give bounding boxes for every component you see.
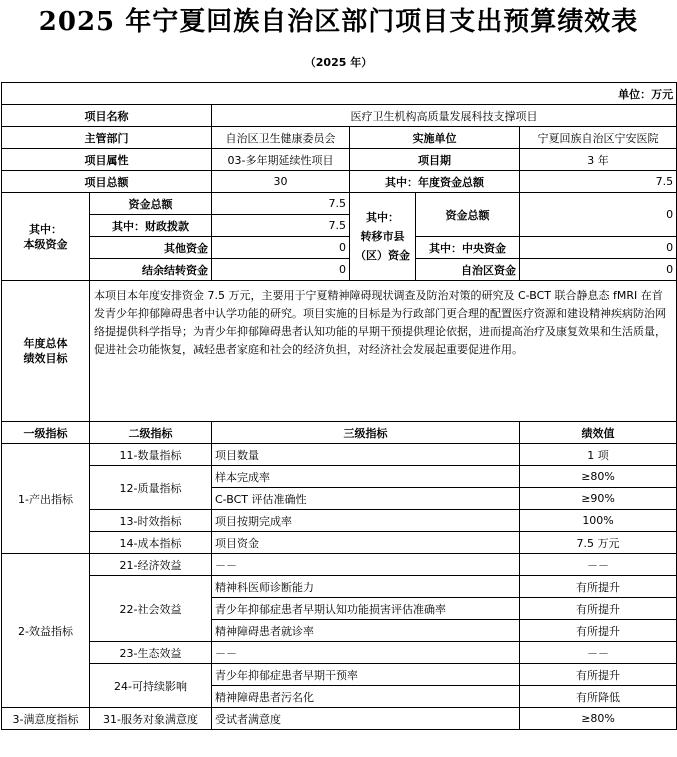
level3-name: C-BCT 评估准确性 xyxy=(212,488,520,510)
indicator-value: 100% xyxy=(520,510,677,532)
transfer-total-value: 0 xyxy=(520,193,677,237)
other-fund-value: 0 xyxy=(212,237,350,259)
level3-name: 受试者满意度 xyxy=(212,708,520,730)
indicator-row xyxy=(2,554,677,576)
level2-quantity: 11-数量指标 xyxy=(90,444,212,466)
unit-row xyxy=(2,83,677,105)
attr-label: 项目属性 xyxy=(2,149,212,171)
level2-economic: 21-经济效益 xyxy=(90,554,212,576)
indicator-value: 1 项 xyxy=(520,444,677,466)
fund-total-label: 资金总额 xyxy=(90,193,212,215)
carry-fund-value: 0 xyxy=(212,259,350,281)
indicator-value: －－ xyxy=(520,554,677,576)
page-title: 2025 年宁夏回族自治区部门项目支出预算绩效表 xyxy=(38,7,639,37)
project-name-row xyxy=(2,105,677,127)
indicator-row xyxy=(2,510,677,532)
level3-name: 青少年抑郁症患者早期认知功能损害评估准确率 xyxy=(212,598,520,620)
impl-label: 实施单位 xyxy=(350,127,520,149)
indicator-value: ≥80% xyxy=(520,466,677,488)
level2-quality: 12-质量指标 xyxy=(90,466,212,510)
project-name-label: 项目名称 xyxy=(2,105,212,127)
level1-satisfaction: 3-满意度指标 xyxy=(2,708,90,730)
indicator-row xyxy=(2,466,677,488)
level3-name: 精神科医师诊断能力 xyxy=(212,576,520,598)
indicator-value: ≥90% xyxy=(520,488,677,510)
total-value: 30 xyxy=(212,171,350,193)
level2-cost: 14-成本指标 xyxy=(90,532,212,554)
dept-row xyxy=(2,127,677,149)
budget-performance-table xyxy=(1,82,677,730)
total-row xyxy=(2,171,677,193)
year-label: （2025 年） xyxy=(304,56,373,69)
level1-effect: 2-效益指标 xyxy=(2,554,90,708)
fund-row-3 xyxy=(2,237,677,259)
fund-total-value: 7.5 xyxy=(212,193,350,215)
local-fund-label: 其中： 本级资金 xyxy=(2,193,90,281)
indicator-row xyxy=(2,444,677,466)
indicator-value: 有所降低 xyxy=(520,686,677,708)
header-level1: 一级指标 xyxy=(2,422,90,444)
indicator-header-row xyxy=(2,422,677,444)
fund-row-1 xyxy=(2,193,677,215)
carry-fund-label: 结余结转资金 xyxy=(90,259,212,281)
region-fund-value: 0 xyxy=(520,259,677,281)
indicator-row xyxy=(2,708,677,730)
indicator-row xyxy=(2,532,677,554)
level3-name: 项目按期完成率 xyxy=(212,510,520,532)
level3-name: －－ xyxy=(212,554,520,576)
fiscal-label: 其中：财政拨款 xyxy=(90,215,212,237)
header-level3: 三级指标 xyxy=(212,422,520,444)
impl-value: 宁夏回族自治区宁安医院 xyxy=(520,127,677,149)
period-label: 项目期 xyxy=(350,149,520,171)
dept-label: 主管部门 xyxy=(2,127,212,149)
level3-name: －－ xyxy=(212,642,520,664)
transfer-fund-label: 其中： 转移市县（区）资金 xyxy=(350,193,416,281)
level2-ecological: 23-生态效益 xyxy=(90,642,212,664)
indicator-value: 有所提升 xyxy=(520,664,677,686)
central-fund-label: 其中：中央资金 xyxy=(416,237,520,259)
level1-output: 1-产出指标 xyxy=(2,444,90,554)
level3-name: 精神障碍患者就诊率 xyxy=(212,620,520,642)
level3-name: 样本完成率 xyxy=(212,466,520,488)
goal-text: 本项目本年度安排资金 7.5 万元，主要用于宁夏精神障碍现状调查及防治对策的研究及 C-BCT 联合静息态 fMRI 在首发青少年抑郁障碍患者中认学功能的研究。项目实施的目标是为行政部门更合理的配置医疗资源和建设精神疾病防治网络提提供科学指导；为青少年抑郁障碍患者认知功能的早期干预提供理论依据，进而提高治疗及康复效果和生活质量，促进社会功能恢复，减轻患者家庭和社会的经济负担，对经济社会发展起重要促进作用。 xyxy=(90,281,677,422)
level2-timeliness: 13-时效指标 xyxy=(90,510,212,532)
attr-value: 03-多年期延续性项目 xyxy=(212,149,350,171)
unit-label: 单位：万元 xyxy=(2,83,677,105)
indicator-row xyxy=(2,642,677,664)
fiscal-value: 7.5 xyxy=(212,215,350,237)
indicator-value: 有所提升 xyxy=(520,620,677,642)
indicator-value: ≥80% xyxy=(520,708,677,730)
goal-label: 年度总体 绩效目标 xyxy=(2,281,90,422)
indicator-value: 7.5 万元 xyxy=(520,532,677,554)
header-level2: 二级指标 xyxy=(90,422,212,444)
level3-name: 项目资金 xyxy=(212,532,520,554)
goal-row xyxy=(2,281,677,422)
annual-label: 其中：年度资金总额 xyxy=(350,171,520,193)
period-value: 3 年 xyxy=(520,149,677,171)
dept-value: 自治区卫生健康委员会 xyxy=(212,127,350,149)
total-label: 项目总额 xyxy=(2,171,212,193)
fund-row-4 xyxy=(2,259,677,281)
header-value: 绩效值 xyxy=(520,422,677,444)
transfer-total-label: 资金总额 xyxy=(416,193,520,237)
indicator-value: －－ xyxy=(520,642,677,664)
level2-service: 31-服务对象满意度 xyxy=(90,708,212,730)
level3-name: 项目数量 xyxy=(212,444,520,466)
region-fund-label: 自治区资金 xyxy=(416,259,520,281)
project-name-value: 医疗卫生机构高质量发展科技支撑项目 xyxy=(212,105,677,127)
annual-value: 7.5 xyxy=(520,171,677,193)
central-fund-value: 0 xyxy=(520,237,677,259)
indicator-value: 有所提升 xyxy=(520,576,677,598)
attr-row xyxy=(2,149,677,171)
level2-social: 22-社会效益 xyxy=(90,576,212,642)
level3-name: 精神障碍患者污名化 xyxy=(212,686,520,708)
indicator-value: 有所提升 xyxy=(520,598,677,620)
other-fund-label: 其他资金 xyxy=(90,237,212,259)
level3-name: 青少年抑郁症患者早期干预率 xyxy=(212,664,520,686)
indicator-row xyxy=(2,664,677,686)
level2-sustain: 24-可持续影响 xyxy=(90,664,212,708)
indicator-row xyxy=(2,576,677,598)
